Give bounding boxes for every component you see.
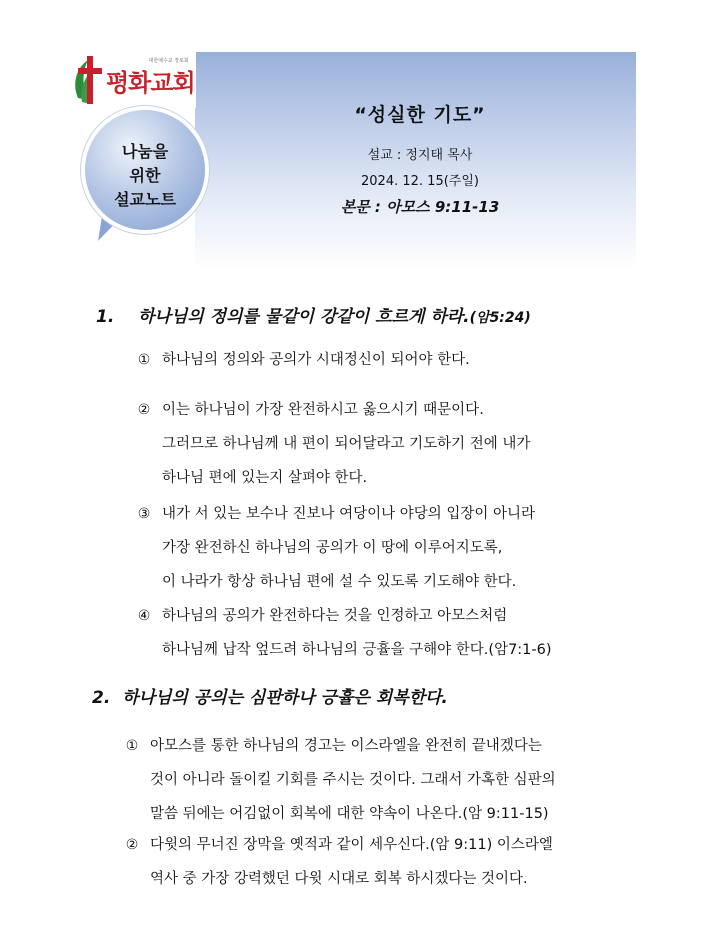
section-2-heading xyxy=(92,683,448,708)
list-item xyxy=(132,497,535,599)
church-denomination: 대한예수교 장로회 xyxy=(148,57,189,64)
item-line: 이 나라가 항상 하나님 편에 설 수 있도록 기도해야 한다. xyxy=(162,574,517,590)
section-1-title: 하나님의 정의를 물같이 강같이 흐르게 하라. xyxy=(137,307,470,327)
sermon-title: “성실한 기도” xyxy=(354,104,486,126)
item-line: 하나님의 정의와 공의가 시대정신이 되어야 한다. xyxy=(162,352,470,368)
bubble-line-1: 나눔을 xyxy=(121,142,169,161)
list-item xyxy=(132,343,470,377)
item-number: ③ xyxy=(137,506,151,522)
item-line: 이는 하나님이 가장 완전하시고 옳으시기 때문이다. xyxy=(162,402,484,418)
bubble-line-3: 설교노트 xyxy=(114,190,176,209)
section-1-heading xyxy=(96,302,531,327)
sermon-date: 2024. 12. 15(주일) xyxy=(361,174,479,189)
item-line: 것이 아니라 돌이킬 기회를 주시는 것이다. 그래서 가혹한 심판의 xyxy=(150,772,556,788)
bubble-label xyxy=(85,140,205,212)
cross-leaf-icon xyxy=(70,54,106,106)
list-item xyxy=(120,828,553,896)
item-line: 내가 서 있는 보수나 진보나 여당이나 야당의 입장이 아니라 xyxy=(162,506,536,522)
item-line: 말씀 뒤에는 어김없이 회복에 대한 약속이 나온다.(암 9:11-15) xyxy=(150,806,549,822)
item-line: 하나님께 납작 엎드려 하나님의 긍휼을 구해야 한다.(암7:1-6) xyxy=(162,642,552,658)
church-name-block xyxy=(106,57,195,98)
church-name: 평화교회 xyxy=(106,68,195,97)
list-item xyxy=(120,729,556,831)
item-line: 아모스를 통한 하나님의 경고는 이스라엘을 완전히 끝내겠다는 xyxy=(150,738,542,754)
item-line: 역사 중 가장 강력했던 다윗 시대로 회복 하시겠다는 것이다. xyxy=(150,871,528,887)
item-number: ② xyxy=(137,402,151,418)
item-line: 다윗의 무너진 장막을 옛적과 같이 세우신다.(암 9:11) 이스라엘 xyxy=(150,837,553,853)
item-line: 하나님 편에 있는지 살펴야 한다. xyxy=(162,470,368,486)
item-number: ④ xyxy=(137,608,151,624)
church-logo xyxy=(64,52,196,108)
list-item xyxy=(132,599,552,667)
scripture-reference: 본문 : 아모스 9:11-13 xyxy=(340,198,500,216)
item-line: 그러므로 하나님께 내 편이 되어달라고 기도하기 전에 내가 xyxy=(162,436,531,452)
preacher: 설교 : 정지태 목사 xyxy=(367,148,473,163)
item-line: 하나님의 공의가 완전하다는 것을 인정하고 아모스처럼 xyxy=(162,608,508,624)
item-number: ① xyxy=(137,352,151,368)
section-2-title: 하나님의 공의는 심판하나 긍휼은 회복한다. xyxy=(122,688,448,708)
item-line: 가장 완전하신 하나님의 공의가 이 땅에 이루어지도록, xyxy=(162,540,503,556)
list-item xyxy=(132,393,530,495)
section-1-ref: (암5:24) xyxy=(469,310,531,326)
item-number: ② xyxy=(125,837,139,853)
section-1-number: 1. xyxy=(96,307,115,327)
item-number: ① xyxy=(125,738,139,754)
bubble-line-2: 위한 xyxy=(129,166,161,185)
section-2-number: 2. xyxy=(92,688,111,708)
